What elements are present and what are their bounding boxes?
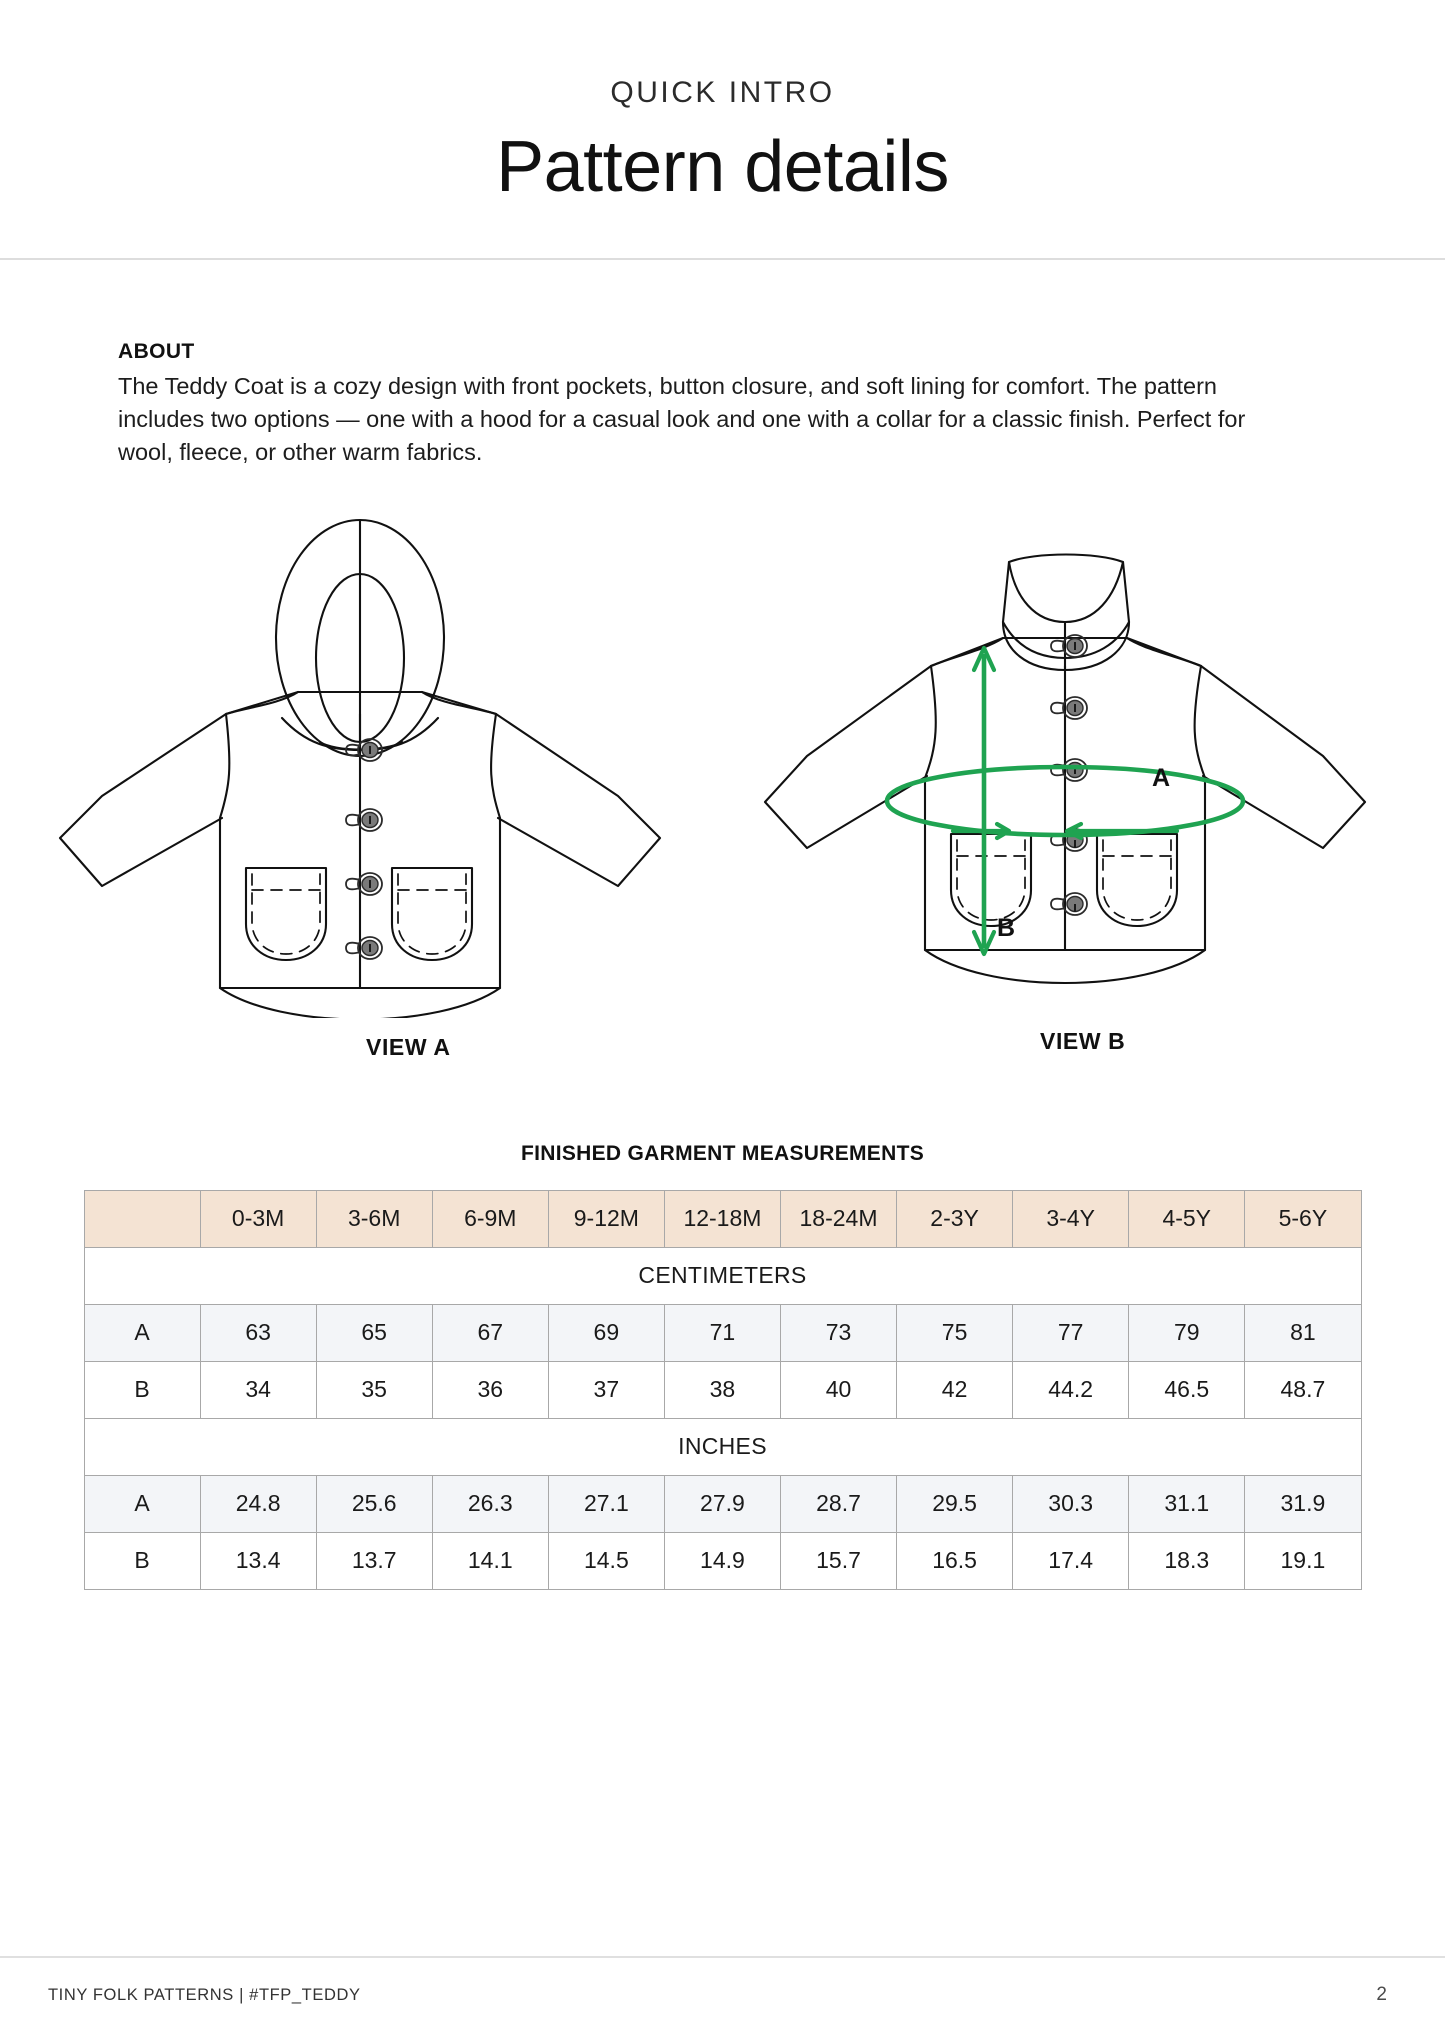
row-label: A — [84, 1475, 200, 1532]
view-a-technical-drawing — [30, 518, 690, 1018]
view-b-technical-drawing — [735, 518, 1395, 1018]
table-cell: 63 — [200, 1304, 316, 1361]
table-cell: 19.1 — [1245, 1532, 1361, 1589]
page-number: 2 — [1376, 1984, 1387, 2005]
size-header-cell: 12-18M — [664, 1190, 780, 1247]
page-title: Pattern details — [496, 127, 949, 207]
row-label: B — [84, 1361, 200, 1418]
table-cell: 27.9 — [664, 1475, 780, 1532]
size-header-cell: 4-5Y — [1129, 1190, 1245, 1247]
table-cell: 42 — [897, 1361, 1013, 1418]
table-cell: 48.7 — [1245, 1361, 1361, 1418]
table-cell: 13.7 — [316, 1532, 432, 1589]
header-divider — [0, 258, 1445, 260]
table-cell: 15.7 — [780, 1532, 896, 1589]
size-header-cell: 2-3Y — [897, 1190, 1013, 1247]
measurements-table-title: FINISHED GARMENT MEASUREMENTS — [520, 1141, 925, 1165]
illustration-row — [0, 518, 1445, 1018]
table-cell: 75 — [897, 1304, 1013, 1361]
table-cell: 28.7 — [780, 1475, 896, 1532]
view-b-label: VIEW B — [1040, 1027, 1126, 1054]
table-cell: 16.5 — [897, 1532, 1013, 1589]
table-header-row — [84, 1190, 1361, 1247]
about-body: The Teddy Coat is a cozy design with front pockets, button closure, and soft lining for comfort. The pattern includes two options — one with a hood for a casual look and one with a collar for a classic finish. Perfect for wool, fleece, or other warm fabrics. — [118, 372, 1246, 466]
table-cell: 67 — [432, 1304, 548, 1361]
about-heading: ABOUT — [118, 339, 195, 363]
row-label: A — [84, 1304, 200, 1361]
table-cell: 31.1 — [1129, 1475, 1245, 1532]
measurement-b-label: B — [997, 913, 1016, 942]
row-label: B — [84, 1532, 200, 1589]
page-header — [0, 0, 1445, 260]
view-label-row — [0, 1018, 1445, 1068]
size-header-cell: 9-12M — [548, 1190, 664, 1247]
table-cell: 79 — [1129, 1304, 1245, 1361]
table-cell: 65 — [316, 1304, 432, 1361]
table-cell: 14.5 — [548, 1532, 664, 1589]
table-cell: 26.3 — [432, 1475, 548, 1532]
footer-brand: TINY FOLK PATTERNS | #TFP_TEDDY — [48, 1986, 361, 2004]
table-cell: 25.6 — [316, 1475, 432, 1532]
table-cell: 40 — [780, 1361, 896, 1418]
table-cell: 30.3 — [1013, 1475, 1129, 1532]
table-cell: 73 — [780, 1304, 896, 1361]
table-cell: 35 — [316, 1361, 432, 1418]
table-cell: 77 — [1013, 1304, 1129, 1361]
footer-divider — [0, 1956, 1445, 1958]
table-cell: 46.5 — [1129, 1361, 1245, 1418]
button-group-view-b — [1051, 635, 1087, 915]
table-cell: 69 — [548, 1304, 664, 1361]
table-cell: 34 — [200, 1361, 316, 1418]
unit-label-centimeters: CENTIMETERS — [84, 1247, 1361, 1304]
size-header-cell: 18-24M — [780, 1190, 896, 1247]
page-kicker: QUICK INTRO — [610, 76, 835, 109]
size-header-cell: 3-4Y — [1013, 1190, 1129, 1247]
table-cell: 36 — [432, 1361, 548, 1418]
table-row-in-b — [84, 1532, 1361, 1589]
measurements-table — [84, 1190, 1362, 1590]
measurement-a-label: A — [1152, 763, 1171, 792]
table-cell: 29.5 — [897, 1475, 1013, 1532]
table-row-cm-a — [84, 1304, 1361, 1361]
size-header-cell: 5-6Y — [1245, 1190, 1361, 1247]
size-header-cell: 0-3M — [200, 1190, 316, 1247]
table-row-cm-b — [84, 1361, 1361, 1418]
unit-label-inches: INCHES — [84, 1418, 1361, 1475]
table-cell: 24.8 — [200, 1475, 316, 1532]
about-section — [118, 340, 1278, 470]
size-header-cell: 3-6M — [316, 1190, 432, 1247]
table-cell: 81 — [1245, 1304, 1361, 1361]
view-a-label: VIEW A — [366, 1033, 451, 1060]
table-cell: 27.1 — [548, 1475, 664, 1532]
table-cell: 44.2 — [1013, 1361, 1129, 1418]
table-cell: 18.3 — [1129, 1532, 1245, 1589]
page-footer — [0, 1984, 1445, 2014]
table-cell: 38 — [664, 1361, 780, 1418]
size-header-cell: 6-9M — [432, 1190, 548, 1247]
table-cell: 14.9 — [664, 1532, 780, 1589]
table-cell: 14.1 — [432, 1532, 548, 1589]
table-cell: 13.4 — [200, 1532, 316, 1589]
table-corner-cell — [84, 1190, 200, 1247]
table-row-in-a — [84, 1475, 1361, 1532]
unit-divider-row-in — [84, 1418, 1361, 1475]
unit-divider-row-cm — [84, 1247, 1361, 1304]
table-cell: 31.9 — [1245, 1475, 1361, 1532]
table-cell: 17.4 — [1013, 1532, 1129, 1589]
table-cell: 37 — [548, 1361, 664, 1418]
table-cell: 71 — [664, 1304, 780, 1361]
